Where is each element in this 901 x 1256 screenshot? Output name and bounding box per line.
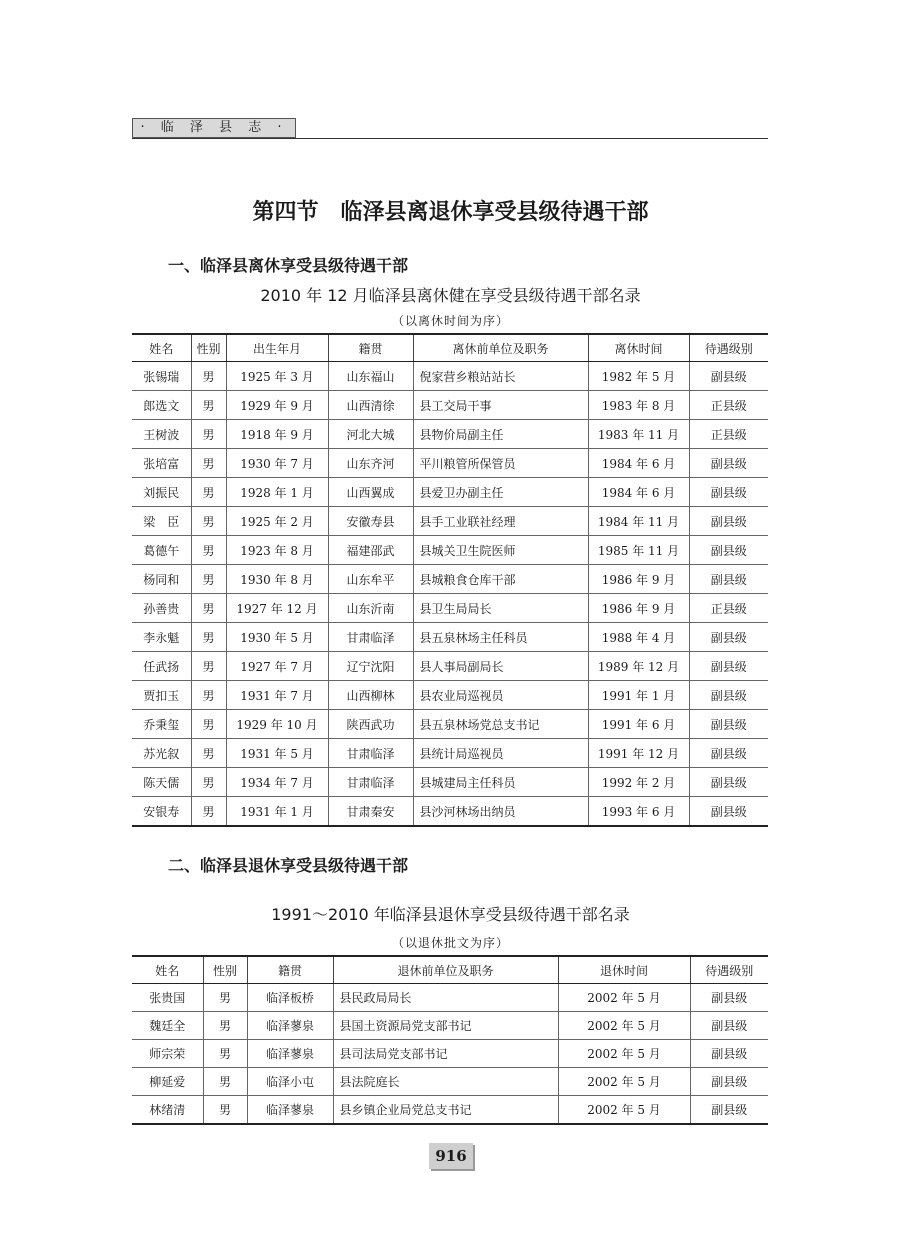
table-cell: 县统计局巡视员 — [413, 739, 588, 768]
table-cell: 男 — [191, 768, 226, 797]
table-cell: 男 — [191, 362, 226, 391]
table-cell: 男 — [203, 1012, 247, 1040]
table-cell: 副县级 — [689, 739, 768, 768]
table-cell: 1984 年 6 月 — [588, 449, 689, 478]
page-number: 916 — [429, 1143, 473, 1169]
table-cell: 男 — [191, 565, 226, 594]
table-cell: 1991 年 1 月 — [588, 681, 689, 710]
table-cell: 1930 年 5 月 — [226, 623, 328, 652]
table-cell: 男 — [191, 710, 226, 739]
table-cell: 1931 年 5 月 — [226, 739, 328, 768]
table-cell: 临泽蓼泉 — [247, 1096, 333, 1125]
table-cell: 男 — [203, 1068, 247, 1096]
table-cell: 1934 年 7 月 — [226, 768, 328, 797]
table-cell: 县沙河林场出纳员 — [413, 797, 588, 827]
column-header: 退休前单位及职务 — [333, 956, 558, 984]
table-cell: 县爱卫办副主任 — [413, 478, 588, 507]
table-cell: 任武扬 — [132, 652, 191, 681]
table-row — [132, 1040, 768, 1068]
table-cell: 甘肃秦安 — [328, 797, 413, 827]
table-cell: 山西翼成 — [328, 478, 413, 507]
table-cell: 临泽蓼泉 — [247, 1040, 333, 1068]
table-cell: 1984 年 11 月 — [588, 507, 689, 536]
table-row — [132, 984, 768, 1012]
column-header: 姓名 — [132, 956, 203, 984]
table-cell: 1925 年 3 月 — [226, 362, 328, 391]
table-cell: 副县级 — [689, 478, 768, 507]
table-cell: 葛德午 — [132, 536, 191, 565]
table-cell: 副县级 — [689, 623, 768, 652]
table-cell: 张培富 — [132, 449, 191, 478]
table-cell: 1983 年 8 月 — [588, 391, 689, 420]
table-cell: 副县级 — [690, 1040, 768, 1068]
table-row — [132, 739, 768, 768]
table-cell: 1927 年 7 月 — [226, 652, 328, 681]
table-cell: 副县级 — [689, 797, 768, 827]
table-cell: 山东福山 — [328, 362, 413, 391]
table-cell: 副县级 — [690, 1096, 768, 1125]
table-cell: 乔秉玺 — [132, 710, 191, 739]
table-cell: 副县级 — [689, 507, 768, 536]
table-cell: 副县级 — [690, 1068, 768, 1096]
column-header: 退休时间 — [558, 956, 690, 984]
table-cell: 正县级 — [689, 420, 768, 449]
table-cell: 1985 年 11 月 — [588, 536, 689, 565]
table-cell: 男 — [191, 652, 226, 681]
header-rule — [132, 138, 768, 139]
section-title: 第四节 临泽县离退休享受县级待遇干部 — [252, 200, 649, 225]
pensioned-cadres-table — [132, 955, 768, 1125]
table-cell: 县物价局副主任 — [413, 420, 588, 449]
table-cell: 2002 年 5 月 — [558, 1012, 690, 1040]
table-cell: 1993 年 6 月 — [588, 797, 689, 827]
table-cell: 山西清徐 — [328, 391, 413, 420]
table-cell: 男 — [191, 681, 226, 710]
table-cell: 1923 年 8 月 — [226, 536, 328, 565]
table-cell: 辽宁沈阳 — [328, 652, 413, 681]
table-cell: 1925 年 2 月 — [226, 507, 328, 536]
table-cell: 副县级 — [689, 710, 768, 739]
table-row — [132, 478, 768, 507]
table-cell: 2002 年 5 月 — [558, 1096, 690, 1125]
table-cell: 山西柳林 — [328, 681, 413, 710]
table-cell: 1992 年 2 月 — [588, 768, 689, 797]
table-cell: 男 — [191, 478, 226, 507]
table-row — [132, 391, 768, 420]
subhead-retired-cadres: 一、临泽县离休享受县级待遇干部 — [168, 256, 409, 275]
table-cell: 县乡镇企业局党总支书记 — [333, 1096, 558, 1125]
table-cell: 孙善贵 — [132, 594, 191, 623]
table-cell: 男 — [191, 536, 226, 565]
table-cell: 县城建局主任科员 — [413, 768, 588, 797]
column-header: 姓名 — [132, 334, 191, 362]
table-row — [132, 420, 768, 449]
table-header-row — [132, 956, 768, 984]
table-cell: 林绪清 — [132, 1096, 203, 1125]
table-row — [132, 1096, 768, 1125]
table-cell: 山东沂南 — [328, 594, 413, 623]
column-header: 待遇级别 — [689, 334, 768, 362]
table-cell: 临泽小屯 — [247, 1068, 333, 1096]
column-header: 性别 — [191, 334, 226, 362]
table-cell: 1984 年 6 月 — [588, 478, 689, 507]
table-cell: 2002 年 5 月 — [558, 984, 690, 1012]
table-cell: 平川粮管所保管员 — [413, 449, 588, 478]
retired-cadres-table — [132, 333, 768, 827]
table-cell: 副县级 — [689, 536, 768, 565]
table-cell: 1929 年 10 月 — [226, 710, 328, 739]
table-cell: 甘肃临泽 — [328, 739, 413, 768]
table-row — [132, 362, 768, 391]
column-header: 离休前单位及职务 — [413, 334, 588, 362]
table-cell: 1991 年 6 月 — [588, 710, 689, 739]
table-cell: 男 — [191, 594, 226, 623]
table-cell: 陈天儒 — [132, 768, 191, 797]
table-row — [132, 768, 768, 797]
table-cell: 副县级 — [689, 768, 768, 797]
table-row — [132, 449, 768, 478]
table-cell: 县城关卫生院医师 — [413, 536, 588, 565]
table-row — [132, 797, 768, 827]
table-cell: 副县级 — [689, 362, 768, 391]
table-cell: 安徽寿县 — [328, 507, 413, 536]
table-cell: 县农业局巡视员 — [413, 681, 588, 710]
table-cell: 刘振民 — [132, 478, 191, 507]
table-cell: 男 — [191, 391, 226, 420]
table-cell: 甘肃临泽 — [328, 768, 413, 797]
table-cell: 男 — [203, 984, 247, 1012]
table-cell: 临泽板桥 — [247, 984, 333, 1012]
column-header: 性别 — [203, 956, 247, 984]
table-cell: 李永魁 — [132, 623, 191, 652]
table-cell: 县民政局局长 — [333, 984, 558, 1012]
table-row — [132, 1068, 768, 1096]
table-cell: 副县级 — [689, 681, 768, 710]
table-cell: 1988 年 4 月 — [588, 623, 689, 652]
table-cell: 柳延爱 — [132, 1068, 203, 1096]
table-cell: 山东齐河 — [328, 449, 413, 478]
table-cell: 河北大城 — [328, 420, 413, 449]
table-cell: 男 — [203, 1040, 247, 1068]
table-cell: 1918 年 9 月 — [226, 420, 328, 449]
table-cell: 陕西武功 — [328, 710, 413, 739]
table-cell: 梁 臣 — [132, 507, 191, 536]
table-cell: 安银寿 — [132, 797, 191, 827]
table-row — [132, 652, 768, 681]
table-cell: 县人事局副局长 — [413, 652, 588, 681]
table-row — [132, 1012, 768, 1040]
table-cell: 1931 年 1 月 — [226, 797, 328, 827]
subhead-pensioned-cadres: 二、临泽县退休享受县级待遇干部 — [168, 856, 409, 875]
table-cell: 苏光叙 — [132, 739, 191, 768]
running-header: · 临 泽 县 志 · — [132, 118, 296, 138]
table-cell: 县城粮食仓库干部 — [413, 565, 588, 594]
column-header: 待遇级别 — [690, 956, 768, 984]
table-cell: 县五泉林场党总支书记 — [413, 710, 588, 739]
table-cell: 魏廷全 — [132, 1012, 203, 1040]
table-cell: 1989 年 12 月 — [588, 652, 689, 681]
column-header: 出生年月 — [226, 334, 328, 362]
table2-note: （以退休批文为序） — [391, 936, 509, 950]
table-cell: 张锡瑞 — [132, 362, 191, 391]
table-cell: 1931 年 7 月 — [226, 681, 328, 710]
column-header: 籍贯 — [328, 334, 413, 362]
table-cell: 山东牟平 — [328, 565, 413, 594]
table-cell: 师宗荣 — [132, 1040, 203, 1068]
table-cell: 正县级 — [689, 594, 768, 623]
table-cell: 2002 年 5 月 — [558, 1068, 690, 1096]
table-row — [132, 623, 768, 652]
table-cell: 2002 年 5 月 — [558, 1040, 690, 1068]
table-row — [132, 681, 768, 710]
table-cell: 杨同和 — [132, 565, 191, 594]
table-cell: 1929 年 9 月 — [226, 391, 328, 420]
table-cell: 贾扣玉 — [132, 681, 191, 710]
table-cell: 副县级 — [690, 1012, 768, 1040]
table-cell: 1986 年 9 月 — [588, 565, 689, 594]
table-cell: 临泽蓼泉 — [247, 1012, 333, 1040]
table-cell: 副县级 — [689, 565, 768, 594]
table-cell: 县卫生局局长 — [413, 594, 588, 623]
table-cell: 男 — [191, 507, 226, 536]
table-cell: 县手工业联社经理 — [413, 507, 588, 536]
table-cell: 县工交局干事 — [413, 391, 588, 420]
table-cell: 男 — [191, 739, 226, 768]
table-cell: 男 — [191, 449, 226, 478]
table1-note: （以离休时间为序） — [391, 314, 509, 328]
table-cell: 副县级 — [690, 984, 768, 1012]
table-cell: 男 — [203, 1096, 247, 1125]
table-cell: 1983 年 11 月 — [588, 420, 689, 449]
table-cell: 1928 年 1 月 — [226, 478, 328, 507]
column-header: 离休时间 — [588, 334, 689, 362]
table-cell: 张贵国 — [132, 984, 203, 1012]
table-cell: 县国土资源局党支部书记 — [333, 1012, 558, 1040]
table-cell: 1930 年 8 月 — [226, 565, 328, 594]
table-cell: 倪家营乡粮站站长 — [413, 362, 588, 391]
table1-title: 2010 年 12 月临泽县离休健在享受县级待遇干部名录 — [260, 286, 641, 305]
table-cell: 正县级 — [689, 391, 768, 420]
table-cell: 县法院庭长 — [333, 1068, 558, 1096]
table-cell: 副县级 — [689, 652, 768, 681]
table-cell: 1991 年 12 月 — [588, 739, 689, 768]
table-cell: 县司法局党支部书记 — [333, 1040, 558, 1068]
table-cell: 男 — [191, 797, 226, 827]
table-row — [132, 710, 768, 739]
table-cell: 男 — [191, 420, 226, 449]
table-cell: 王树波 — [132, 420, 191, 449]
table-cell: 甘肃临泽 — [328, 623, 413, 652]
table-cell: 1986 年 9 月 — [588, 594, 689, 623]
table-cell: 男 — [191, 623, 226, 652]
table-header-row — [132, 334, 768, 362]
table2-title: 1991～2010 年临泽县退休享受县级待遇干部名录 — [271, 905, 630, 924]
table-cell: 郎选文 — [132, 391, 191, 420]
table-row — [132, 594, 768, 623]
table-row — [132, 565, 768, 594]
table-cell: 1930 年 7 月 — [226, 449, 328, 478]
table-cell: 副县级 — [689, 449, 768, 478]
table-cell: 1927 年 12 月 — [226, 594, 328, 623]
table-cell: 县五泉林场主任科员 — [413, 623, 588, 652]
table-row — [132, 536, 768, 565]
table-cell: 福建邵武 — [328, 536, 413, 565]
column-header: 籍贯 — [247, 956, 333, 984]
table-cell: 1982 年 5 月 — [588, 362, 689, 391]
table-row — [132, 507, 768, 536]
